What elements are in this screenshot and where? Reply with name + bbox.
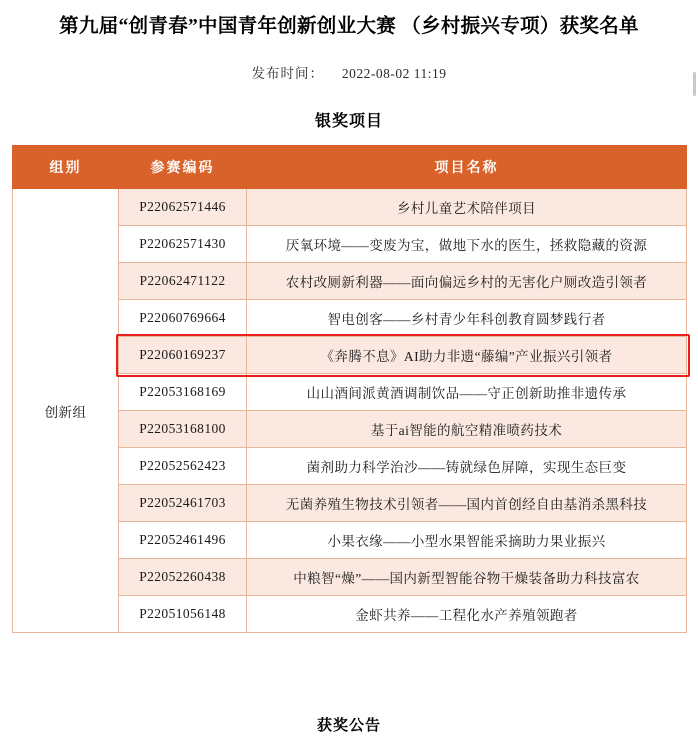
page-title: 第九届“创青春”中国青年创新创业大赛 （乡村振兴专项）获奖名单 — [59, 16, 639, 37]
entry-name: 无菌养殖生物技术引领者——国内首创经自由基消杀黑科技 — [247, 485, 687, 522]
document-page — [0, 14, 698, 739]
entry-name: 金虾共养——工程化水产养殖领跑者 — [247, 596, 687, 633]
section-heading: 银奖项目 — [314, 113, 383, 131]
publish-info — [12, 62, 686, 82]
publish-time: 2022-08-02 11:19 — [341, 66, 447, 82]
entry-code: P22053168169 — [119, 374, 247, 411]
entry-name: 小果衣缘——小型水果智能采摘助力果业振兴 — [247, 522, 687, 559]
entry-code: P22062571430 — [119, 226, 247, 263]
entry-code: P22060169237 — [119, 337, 247, 374]
column-header-group: 组别 — [13, 146, 119, 189]
entry-code: P22062571446 — [119, 189, 247, 226]
entry-code: P22060769664 — [119, 300, 247, 337]
scrollbar-thumb[interactable] — [693, 72, 696, 96]
entry-name: 中粮智“燥”——国内新型智能谷物干燥装备助力科技富农 — [247, 559, 687, 596]
entry-name: 基于ai智能的航空精准喷药技术 — [247, 411, 687, 448]
table-body — [13, 189, 687, 633]
entry-code: P22053168100 — [119, 411, 247, 448]
table-row — [13, 189, 687, 226]
group-cell: 创新组 — [13, 189, 119, 633]
footer-note: 获奖公告 — [316, 718, 381, 734]
entry-code: P22052461496 — [119, 522, 247, 559]
entry-code: P22052461703 — [119, 485, 247, 522]
award-table — [12, 145, 687, 633]
entry-code: P22052562423 — [119, 448, 247, 485]
entry-code: P22051056148 — [119, 596, 247, 633]
entry-name: 厌氧环境——变废为宝，做地下水的医生，拯救隐藏的资源 — [247, 226, 687, 263]
entry-name: 《奔腾不息》AI助力非遗“藤编”产业振兴引领者 — [247, 337, 687, 374]
table-header-row — [13, 146, 687, 189]
entry-name: 菌剂助力科学治沙——铸就绿色屏障，实现生态巨变 — [247, 448, 687, 485]
entry-name: 山山酒间派黄酒调制饮品——守正创新助推非遗传承 — [247, 374, 687, 411]
column-header-name: 项目名称 — [247, 146, 687, 189]
column-header-code: 参赛编码 — [119, 146, 247, 189]
publish-label: 发布时间： — [251, 66, 324, 82]
entry-code: P22052260438 — [119, 559, 247, 596]
entry-name: 农村改厕新利器——面向偏远乡村的无害化户厕改造引领者 — [247, 263, 687, 300]
entry-name: 乡村儿童艺术陪伴项目 — [247, 189, 687, 226]
entry-code: P22062471122 — [119, 263, 247, 300]
entry-name: 智电创客——乡村青少年科创教育圆梦践行者 — [247, 300, 687, 337]
